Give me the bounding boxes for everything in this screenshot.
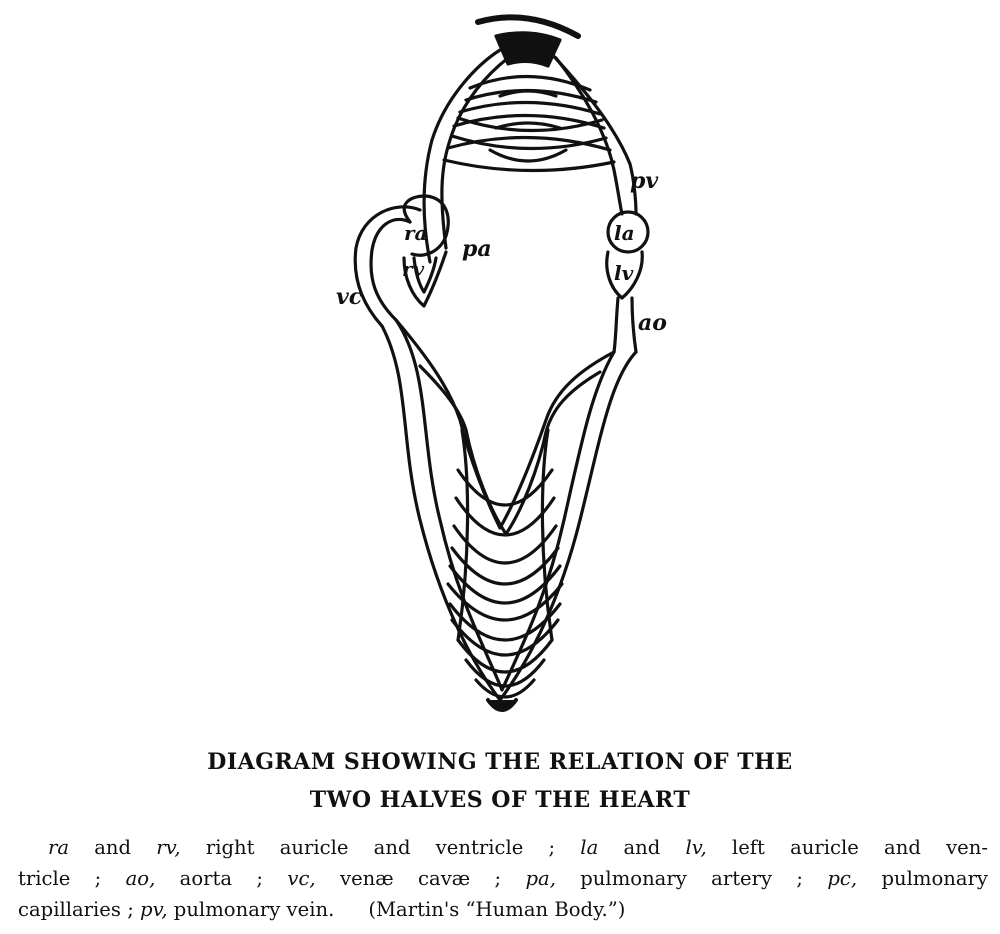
term-vc: vc, bbox=[287, 867, 316, 890]
caption-text: and bbox=[69, 836, 157, 859]
caption-text: right auricle and ventricle ; bbox=[180, 836, 581, 859]
label-pc: pc bbox=[510, 26, 539, 52]
caption-text: and bbox=[598, 836, 686, 859]
systemic-capillaries bbox=[382, 320, 636, 710]
label-ra: ra bbox=[404, 221, 428, 245]
term-ao: ao, bbox=[125, 867, 156, 890]
caption-line-2 bbox=[18, 863, 988, 894]
term-rv: rv, bbox=[156, 836, 181, 859]
caption-body bbox=[18, 832, 988, 925]
caption-text: pulmonary artery ; bbox=[555, 867, 828, 890]
caption-title-line-2: TWO HALVES OF THE HEART bbox=[309, 787, 691, 813]
caption-source: (Martin's “Human Body.”) bbox=[368, 898, 626, 921]
pulmonary-capillaries bbox=[424, 17, 636, 262]
label-ao: ao bbox=[638, 310, 667, 336]
label-vc: vc bbox=[336, 284, 363, 310]
term-ra: ra bbox=[48, 836, 70, 859]
caption-text: venæ cavæ ; bbox=[315, 867, 526, 890]
caption-title-line-1: DIAGRAM SHOWING THE RELATION OF THE bbox=[207, 749, 793, 775]
term-pc: pc, bbox=[827, 867, 858, 890]
label-lv: lv bbox=[614, 261, 634, 285]
caption-line-3 bbox=[18, 894, 988, 925]
caption-text: capillaries ; bbox=[18, 898, 141, 921]
term-la: la bbox=[580, 836, 599, 859]
caption-line-1 bbox=[18, 832, 988, 863]
term-pv: pv, bbox=[140, 898, 168, 921]
caption-title bbox=[0, 743, 1000, 819]
caption-text: aorta ; bbox=[155, 867, 288, 890]
caption-text: tricle ; bbox=[18, 867, 126, 890]
label-pv: pv bbox=[630, 168, 659, 194]
caption-text: pulmonary vein. bbox=[167, 898, 335, 921]
term-pa: pa, bbox=[525, 867, 556, 890]
label-rv: rv bbox=[402, 257, 425, 281]
caption-text: pulmonary bbox=[857, 867, 989, 890]
label-pa: pa bbox=[462, 236, 492, 262]
label-la: la bbox=[614, 221, 635, 245]
term-lv: lv, bbox=[685, 836, 707, 859]
caption-text: left auricle and ven- bbox=[706, 836, 988, 859]
